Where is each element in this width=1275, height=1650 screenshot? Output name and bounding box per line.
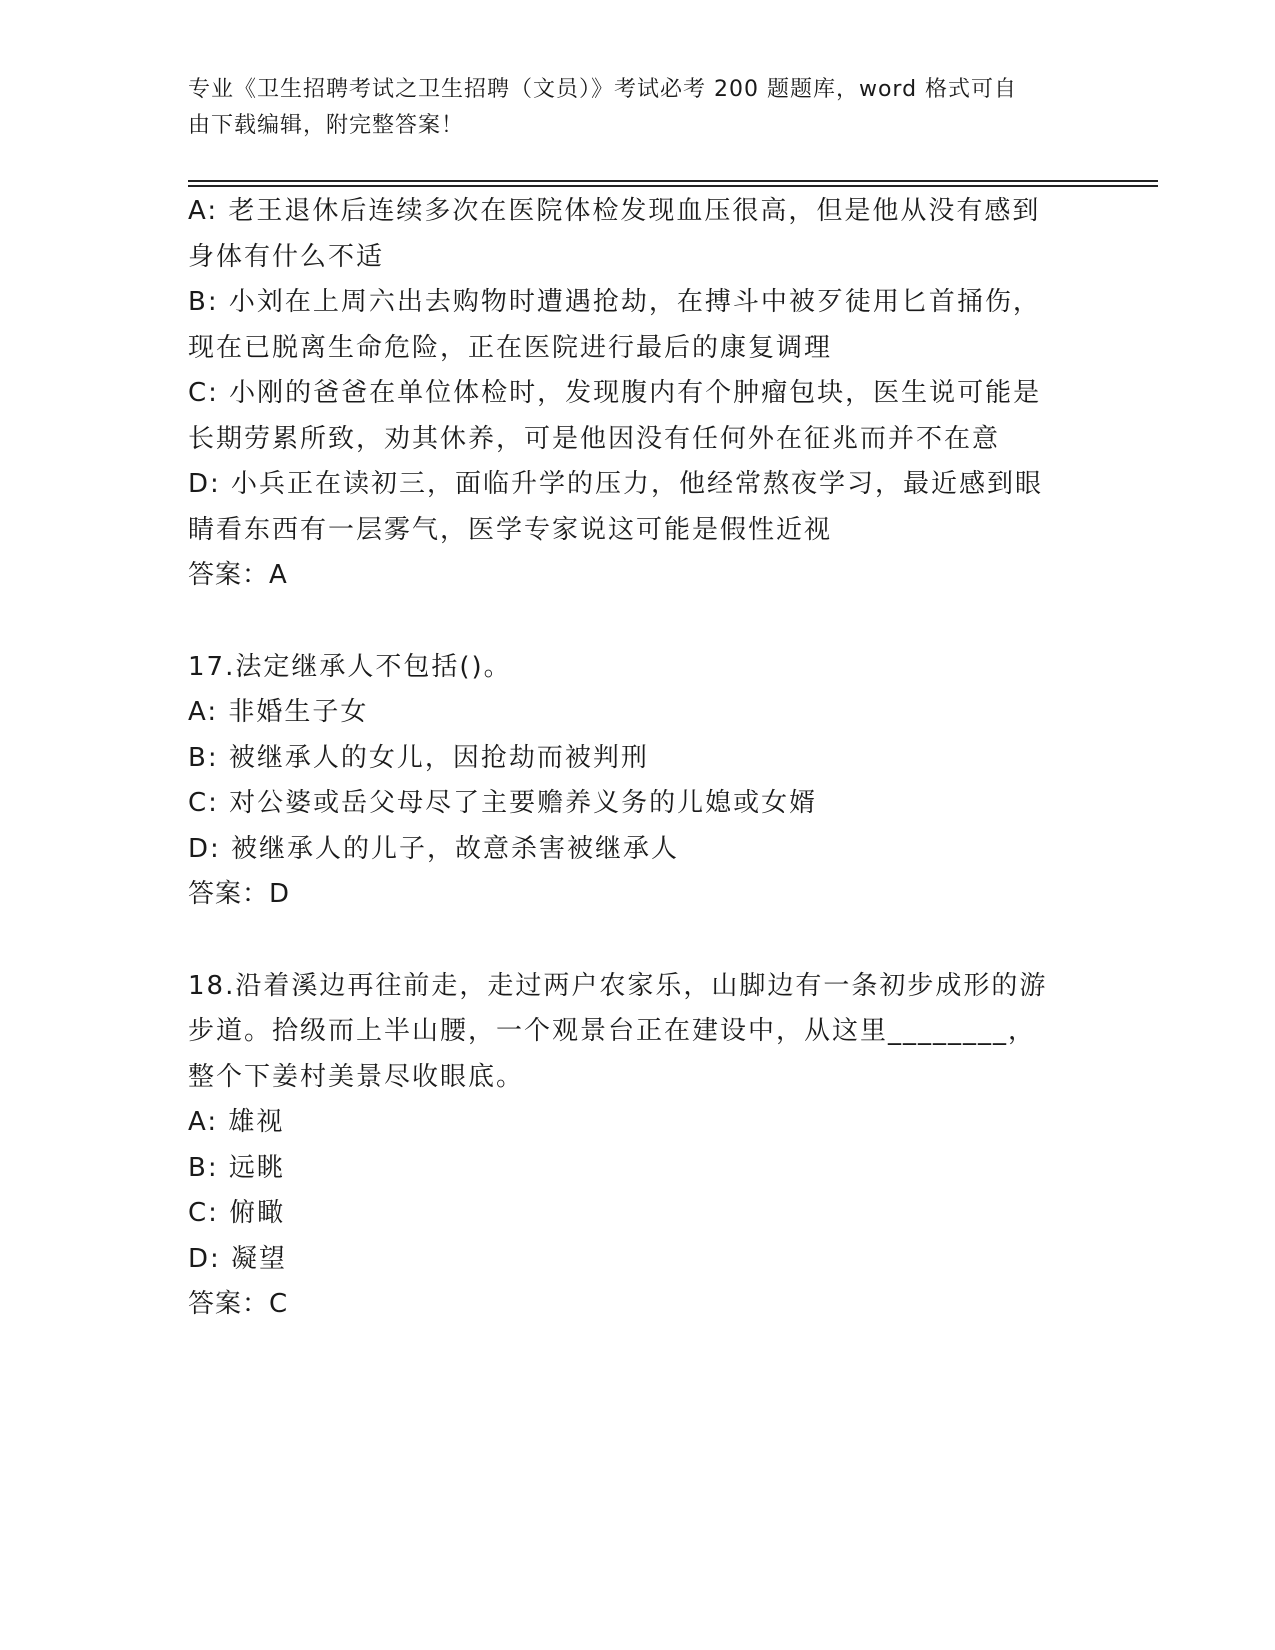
q16-option-b-line-2: 现在已脱离生命危险，正在医院进行最后的康复调理 xyxy=(188,332,833,363)
question-17 xyxy=(188,645,1088,918)
q17-option-c: C: 对公婆或岳父母尽了主要赡养义务的儿媳或女婿 xyxy=(188,788,818,818)
q17-answer: 答案：D xyxy=(188,879,291,909)
question-spacer xyxy=(188,599,1088,645)
q16-option-c-line-1: C: 小刚的爸爸在单位体检时，发现腹内有个肿瘤包块，医生说可能是 xyxy=(188,378,1042,408)
q17-question: 17.法定继承人不包括()。 xyxy=(188,651,512,682)
question-18 xyxy=(188,964,1088,1328)
question-spacer xyxy=(188,918,1088,964)
q18-option-b: B: 远眺 xyxy=(188,1152,285,1183)
q18-option-d: D: 凝望 xyxy=(188,1243,288,1274)
q16-option-d-line-1: D: 小兵正在读初三，面临升学的压力，他经常熬夜学习，最近感到眼 xyxy=(188,469,1044,499)
header-divider-bottom xyxy=(188,185,1158,187)
q18-question-line-1: 18.沿着溪边再往前走，走过两户农家乐，山脚边有一条初步成形的游 xyxy=(188,970,1048,1001)
q17-option-a: A: 非婚生子女 xyxy=(188,697,369,727)
header-line-1: 专业《卫生招聘考试之卫生招聘（文员）》考试必考 200 题题库，word 格式可自 xyxy=(188,77,1018,102)
q18-question-line-3: 整个下姜村美景尽收眼底。 xyxy=(188,1061,525,1092)
q16-option-a-line-1: A: 老王退休后连续多次在医院体检发现血压很高，但是他从没有感到 xyxy=(188,196,1041,226)
q18-answer: 答案：C xyxy=(188,1289,289,1319)
q16-option-c-line-2: 长期劳累所致，劝其休养，可是他因没有任何外在征兆而并不在意 xyxy=(188,423,1001,454)
header-divider-top xyxy=(188,180,1158,182)
q17-option-d: D: 被继承人的儿子，故意杀害被继承人 xyxy=(188,833,680,864)
q18-question-line-2: 步道。拾级而上半山腰，一个观景台正在建设中，从这里________， xyxy=(188,1016,1037,1046)
question-16 xyxy=(188,189,1088,599)
q17-option-b: B: 被继承人的女儿，因抢劫而被判刑 xyxy=(188,742,649,773)
q18-option-a: A: 雄视 xyxy=(188,1107,285,1137)
q16-option-d-line-2: 睛看东西有一层雾气，医学专家说这可能是假性近视 xyxy=(188,514,833,545)
header-line-2: 由下载编辑，附完整答案！ xyxy=(188,113,465,138)
q18-option-c: C: 俯瞰 xyxy=(188,1198,286,1228)
q16-option-a-line-2: 身体有什么不适 xyxy=(188,241,385,272)
document-header xyxy=(188,72,1068,144)
question-list xyxy=(188,189,1088,1328)
q16-option-b-line-1: B: 小刘在上周六出去购物时遭遇抢劫，在搏斗中被歹徒用匕首捅伤， xyxy=(188,287,1041,317)
q16-answer: 答案：A xyxy=(188,560,288,590)
